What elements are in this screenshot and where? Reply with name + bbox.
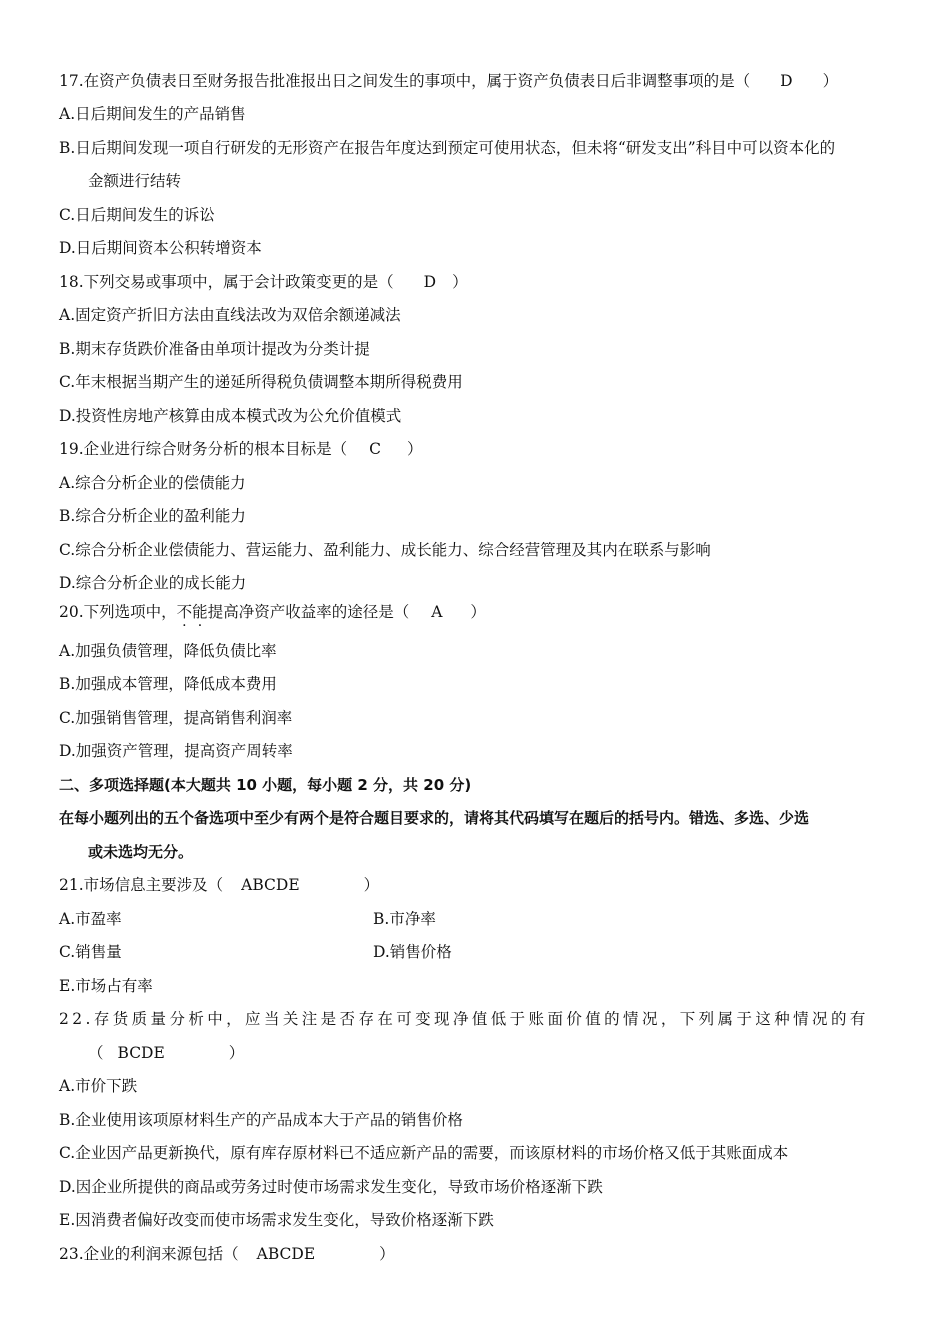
bracket-close: ） bbox=[379, 1245, 395, 1263]
question-22-stem: 22.存货质量分析中，应当关注是否存在可变现净值低于账面价值的情况，下列属于这种情况的有 bbox=[59, 1010, 869, 1028]
option-17-a: A.日后期间发生的产品销售 bbox=[59, 105, 246, 123]
question-text: 18.下列交易或事项中，属于会计政策变更的是（ bbox=[59, 273, 394, 291]
option-22-a: A.市价下跌 bbox=[59, 1077, 138, 1095]
question-17-stem bbox=[59, 70, 838, 92]
bracket-close: ） bbox=[363, 876, 380, 894]
option-18-a: A.固定资产折旧方法由直线法改为双倍余额递减法 bbox=[59, 306, 401, 324]
option-22-e: E.因消费者偏好改变而使市场需求发生变化，导致价格逐渐下跌 bbox=[59, 1211, 494, 1229]
bracket-open: （ bbox=[88, 1044, 104, 1062]
option-21-e: E.市场占有率 bbox=[59, 977, 153, 995]
question-text-cont: 提高净资产收益率的途径是（ bbox=[207, 603, 410, 621]
question-text: 23.企业的利润来源包括（ bbox=[59, 1245, 239, 1263]
option-17-d: D.日后期间资本公积转增资本 bbox=[59, 239, 262, 257]
question-22-bracket bbox=[88, 1042, 244, 1064]
answer-19: C bbox=[369, 440, 382, 458]
question-text: 19.企业进行综合财务分析的根本目标是（ bbox=[59, 440, 348, 458]
bracket-close: ） bbox=[228, 1044, 245, 1062]
answer-20: A bbox=[431, 603, 443, 621]
bracket-close: ） bbox=[407, 440, 423, 458]
emphasis-char: 能 bbox=[192, 603, 208, 621]
option-22-c: C.企业因产品更新换代，原有库存原材料已不适应新产品的需要，而该原材料的市场价格又低于其账面成本 bbox=[59, 1144, 789, 1162]
section-heading: 二、多项选择题(本大题共 10 小题，每小题 2 分，共 20 分) bbox=[59, 776, 472, 794]
answer-23: ABCDE bbox=[256, 1245, 316, 1263]
question-21-stem bbox=[59, 874, 379, 896]
question-23-stem bbox=[59, 1243, 395, 1265]
option-19-a: A.综合分析企业的偿债能力 bbox=[59, 474, 246, 492]
option-19-d: D.综合分析企业的成长能力 bbox=[59, 574, 247, 592]
question-20-stem bbox=[59, 601, 486, 623]
option-21-a: A.市盈率 bbox=[59, 910, 122, 928]
question-text: 17.在资产负债表日至财务报告批准报出日之间发生的事项中，属于资产负债表日后非调整事项的是（ bbox=[59, 72, 751, 90]
option-20-d: D.加强资产管理，提高资产周转率 bbox=[59, 742, 293, 760]
option-19-c: C.综合分析企业偿债能力、营运能力、盈利能力、成长能力、综合经营管理及其内在联系与影响 bbox=[59, 541, 711, 559]
option-21-d: D.销售价格 bbox=[373, 943, 452, 961]
option-21-b: B.市净率 bbox=[373, 910, 436, 928]
bracket-close: ） bbox=[822, 72, 839, 90]
section-instructions: 在每小题列出的五个备选项中至少有两个是符合题目要求的，请将其代码填写在题后的括号内。错选、多选、少选 bbox=[59, 809, 810, 827]
question-19-stem bbox=[59, 438, 423, 460]
option-18-d: D.投资性房地产核算由成本模式改为公允价值模式 bbox=[59, 407, 402, 425]
option-19-b: B.综合分析企业的盈利能力 bbox=[59, 507, 246, 525]
section-instructions-cont: 或未选均无分。 bbox=[88, 843, 194, 861]
emphasis-char: 不 bbox=[176, 603, 193, 621]
question-18-stem bbox=[59, 271, 468, 293]
option-20-c: C.加强销售管理，提高销售利润率 bbox=[59, 709, 293, 727]
answer-22: BCDE bbox=[117, 1044, 165, 1062]
option-20-b: B.加强成本管理，降低成本费用 bbox=[59, 675, 277, 693]
option-22-b: B.企业使用该项原材料生产的产品成本大于产品的销售价格 bbox=[59, 1111, 463, 1129]
option-17-b-cont: 金额进行结转 bbox=[88, 172, 182, 190]
bracket-close: ） bbox=[470, 603, 486, 621]
option-17-b: B.日后期间发现一项自行研发的无形资产在报告年度达到预定可使用状态，但未将“研发支出”科目中可以资本化的 bbox=[59, 139, 836, 157]
option-21-c: C.销售量 bbox=[59, 943, 122, 961]
option-22-d: D.因企业所提供的商品或劳务过时使市场需求发生变化，导致市场价格逐渐下跌 bbox=[59, 1178, 603, 1196]
question-text: 21.市场信息主要涉及（ bbox=[59, 876, 224, 894]
option-18-c: C.年末根据当期产生的递延所得税负债调整本期所得税费用 bbox=[59, 373, 463, 391]
question-text: 20.下列选项中， bbox=[59, 603, 177, 621]
option-20-a: A.加强负债管理，降低负债比率 bbox=[59, 642, 277, 660]
option-17-c: C.日后期间发生的诉讼 bbox=[59, 206, 215, 224]
bracket-close: ） bbox=[452, 273, 468, 291]
answer-17: D bbox=[780, 72, 793, 90]
answer-18: D bbox=[423, 273, 437, 291]
option-18-b: B.期末存货跌价准备由单项计提改为分类计提 bbox=[59, 340, 370, 358]
answer-21: ABCDE bbox=[241, 876, 300, 894]
